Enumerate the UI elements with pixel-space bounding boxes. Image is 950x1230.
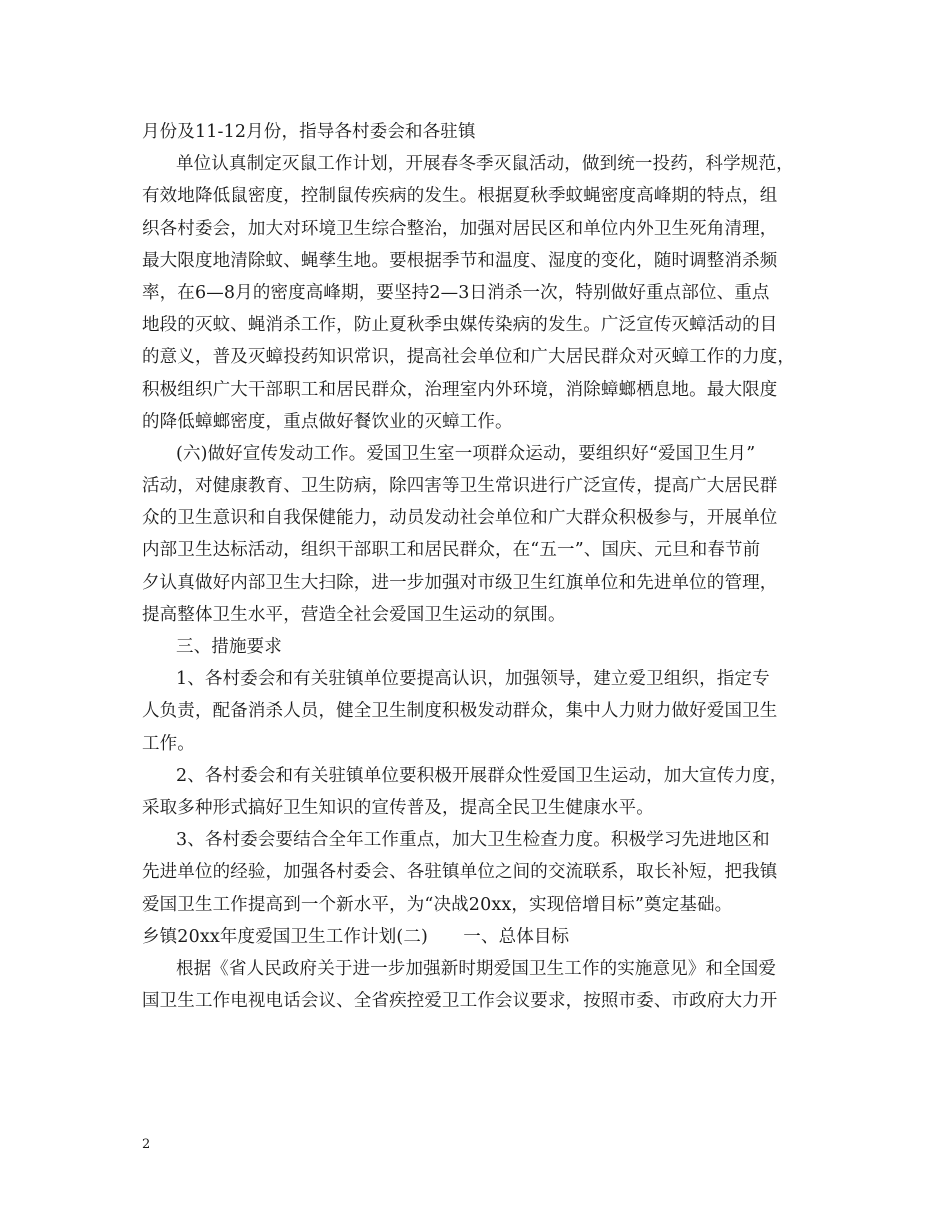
- text-line: 提高整体卫生水平，营造全社会爱国卫生运动的氛围。: [142, 604, 566, 625]
- text-line: 最大限度地清除蚊、蝇孳生地。要根据季节和温度、湿度的变化，随时调整消杀频: [142, 250, 778, 271]
- text-line: (六)做好宣传发动工作。爱国卫生室一项群众运动，要组织好“爱国卫生月”: [176, 443, 756, 464]
- body-text: [142, 116, 832, 1017]
- page-number: 2: [142, 1137, 151, 1152]
- text-line: 的降低蟑螂密度，重点做好餐饮业的灭蟑工作。: [142, 411, 513, 432]
- text-line: 地段的灭蚊、蝇消杀工作，防止夏秋季虫媒传染病的发生。广泛宣传灭蟑活动的目: [142, 315, 778, 336]
- text-line: 积极组织广大干部职工和居民群众，治理室内外环境，消除蟑螂栖息地。最大限度: [142, 379, 778, 400]
- text-line: 国卫生工作电视电话会议、全省疾控爱卫工作会议要求，按照市委、市政府大力开: [142, 991, 778, 1012]
- text-line: 根据《省人民政府关于进一步加强新时期爱国卫生工作的实施意见》和全国爱: [176, 958, 777, 979]
- text-line: 人负责，配备消杀人员，健全卫生制度积极发动群众，集中人力财力做好爱国卫生: [142, 701, 778, 722]
- text-line: 的意义，普及灭蟑投药知识常识，提高社会单位和广大居民群众对灭蟑工作的力度，: [142, 347, 796, 368]
- text-line: 织各村委会，加大对环境卫生综合整治，加强对居民区和单位内外卫生死角清理，: [142, 218, 778, 239]
- section-title-line: 乡镇20xx年度爱国卫生工作计划(二) 一、总体目标: [142, 926, 570, 947]
- text-line: 有效地降低鼠密度，控制鼠传疾病的发生。根据夏秋季蚊蝇密度高峰期的特点，组: [142, 186, 778, 207]
- text-line: 率，在6—8月的密度高峰期，要坚持2—3日消杀一次，特别做好重点部位、重点: [142, 282, 770, 303]
- text-line: 活动，对健康教育、卫生防病，除四害等卫生常识进行广泛宣传，提高广大居民群: [142, 476, 778, 497]
- text-line: 单位认真制定灭鼠工作计划，开展春冬季灭鼠活动，做到统一投药，科学规范，: [176, 154, 794, 175]
- text-line: 采取多种形式搞好卫生知识的宣传普及，提高全民卫生健康水平。: [142, 797, 654, 818]
- section-heading: 三、措施要求: [176, 637, 282, 657]
- text-line: 内部卫生达标活动，组织干部职工和居民群众，在“五一”、国庆、元旦和春节前: [142, 540, 761, 561]
- text-line: 月份及11-12月份，指导各村委会和各驻镇: [142, 122, 476, 142]
- text-line: 1、各村委会和有关驻镇单位要提高认识，加强领导，建立爱卫组织，指定专: [176, 669, 770, 690]
- text-line: 夕认真做好内部卫生大扫除，进一步加强对市级卫生红旗单位和先进单位的管理，: [142, 572, 778, 593]
- text-line: 先进单位的经验，加强各村委会、各驻镇单位之间的交流联系，取长补短，把我镇: [142, 862, 778, 883]
- text-line: 众的卫生意识和自我保健能力，动员发动社会单位和广大群众积极参与，开展单位: [142, 508, 778, 529]
- text-line: 爱国卫生工作提高到一个新水平，为“决战20xx，实现倍增目标”奠定基础。: [142, 894, 733, 915]
- text-line: 3、各村委会要结合全年工作重点，加大卫生检查力度。积极学习先进地区和: [176, 830, 770, 851]
- text-line: 工作。: [142, 733, 195, 754]
- text-line: 2、各村委会和有关驻镇单位要积极开展群众性爱国卫生运动，加大宣传力度，: [176, 765, 788, 786]
